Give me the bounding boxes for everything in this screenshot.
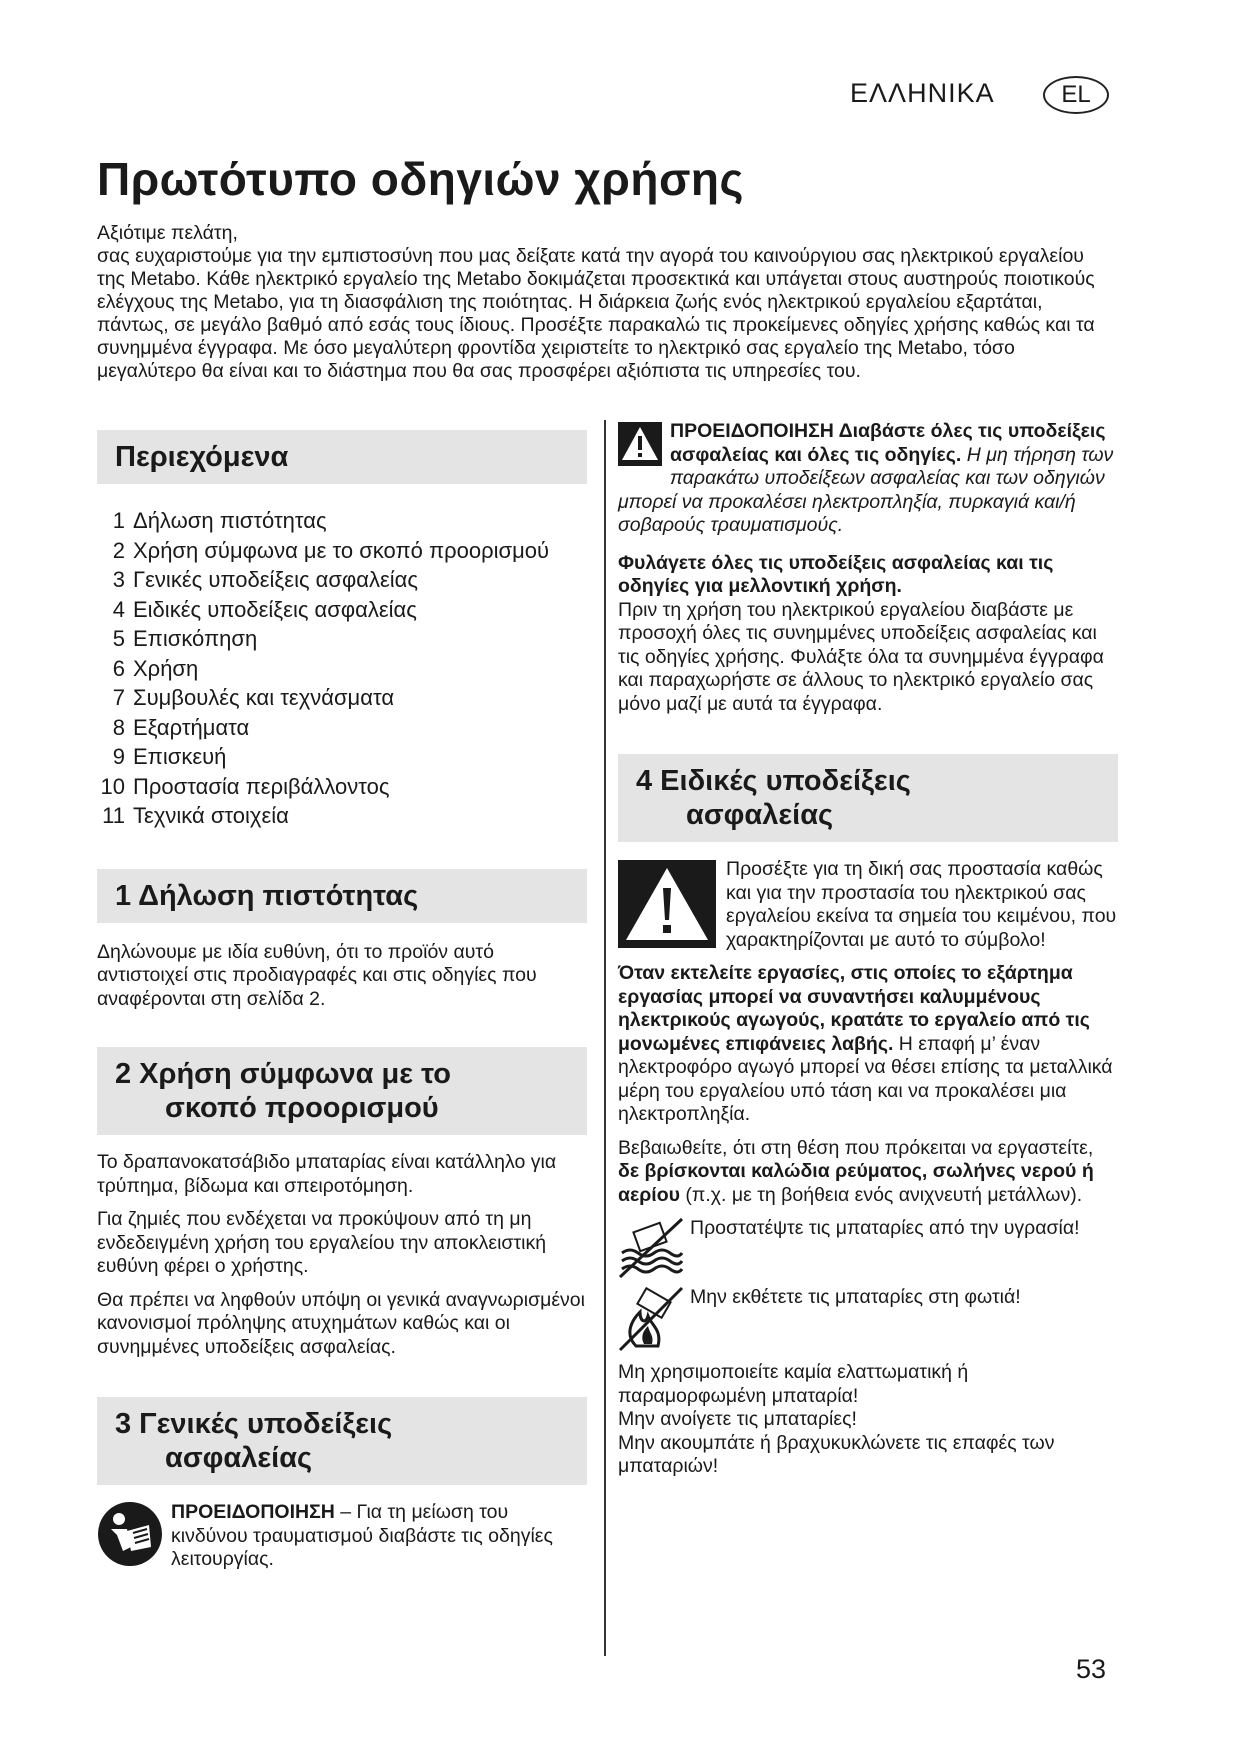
contents-item-label: Επισκόπηση [133, 626, 258, 651]
keep-instructions-bold: Φυλάγετε όλες τις υποδείξεις ασφαλείας και τις οδηγίες για μελλοντική χρήση. [618, 551, 1054, 597]
contents-item [97, 801, 587, 831]
general-warning-bold: ΠΡΟΕΙΔΟΠΟΙΗΣΗ Διαβάστε όλες τις υποδείξεις ασφαλείας και όλες τις οδηγίες. [670, 420, 1106, 466]
contents-item-label: Χρήση [133, 655, 199, 681]
grip-warning [618, 962, 1118, 1127]
contents-item-number: 5 [112, 626, 125, 651]
contents-item-number: 11 [102, 803, 125, 828]
contents-item [97, 624, 587, 654]
section4-heading-line1: 4 Ειδικές υποδείξεις [636, 765, 911, 797]
intro [97, 222, 1117, 383]
grip-warning-text: Η επαφή μ’ έναν ηλεκτροφόρο αγωγό μπορεί να θέσει επίσης τα μεταλλικά μέρη του εργαλείου υπό τάση και να προκαλέσει μια ηλεκτροπληξία. [618, 1032, 1113, 1125]
contents-item-number: 6 [112, 655, 125, 681]
check-location-a: Βεβαιωθείτε, ότι στη θέση που πρόκειται να εργαστείτε, [618, 1136, 1094, 1159]
fire-text: Μην εκθέτετε τις μπαταρίες στη φωτιά! [690, 1286, 1021, 1308]
section1-text: Δηλώνουμε με ιδία ευθύνη, ότι το προϊόν αυτό αντιστοιχεί στις προδιαγραφές και στις οδηγίες που αναφέρονται στη σελίδα 2. [97, 940, 537, 1010]
no-fire-icon [618, 1286, 684, 1357]
contents-item-number: 10 [100, 773, 125, 799]
short-circuit-text: Μην ακουμπάτε ή βραχυκυκλώνετε τις επαφές των μπαταριών! [618, 1431, 1055, 1477]
no-moisture-icon [618, 1217, 684, 1284]
contents-item-label: Χρήση σύμφωνα με το σκοπό προορισμού [133, 537, 550, 563]
open-battery-text: Μην ανοίγετε τις μπαταρίες! [618, 1408, 857, 1430]
contents-item-number: 1 [112, 508, 125, 533]
contents-item [97, 742, 587, 772]
language-label: ΕΛΛΗΝΙΚΑ [850, 78, 995, 108]
section3-heading-line1: 3 Γενικές υποδείξεις [115, 1408, 393, 1440]
section2-p2: Για ζημιές που ενδέχεται να προκύψουν από τη μη ενδεδειγμένη χρήση του εργαλείου την αποκλειστική ευθύνη φέρει ο χρήστης. [97, 1208, 547, 1277]
intro-greeting: Αξιότιμε πελάτη, [97, 222, 238, 244]
attention-text: Προσέξτε για τη δική σας προστασία καθώς και για την προστασία του ηλεκτρικού σας εργαλείου εκείνα τα σημεία του κειμένου, που χαρακτηρίζονται με αυτό το σύμβολο! [726, 858, 1117, 951]
contents-item-label: Προστασία περιβάλλοντος [133, 773, 390, 799]
contents-item-number: 4 [112, 596, 125, 622]
read-manual-icon [97, 1501, 163, 1572]
fire-row [618, 1286, 1118, 1357]
general-warning [618, 420, 1118, 538]
contents-item-number: 2 [112, 537, 125, 563]
check-location-b: (π.χ. με τη βοήθεια ενός ανιχνευτή μετάλλων). [680, 1183, 1083, 1206]
right-column [618, 420, 1118, 1479]
general-warning-italic: Η μη τήρηση των παρακάτω υποδείξεων ασφαλείας και των οδηγιών μπορεί να προκαλέσει ηλεκτροπληξία, πυρκαγιά και/ή σοβαρούς τραυματισμούς. [618, 443, 1114, 536]
section2-heading-line1: 2 Χρήση σύμφωνα με το [115, 1058, 451, 1090]
check-location-bold: δε βρίσκονται καλώδια ρεύματος, σωλήνες νερού ή αερίου [618, 1160, 1094, 1206]
contents-item-label: Επισκευή [133, 744, 227, 769]
contents-item [97, 565, 587, 595]
contents-item [97, 772, 587, 802]
section3-heading-line2: ασφαλείας [165, 1442, 313, 1474]
keep-instructions-text: Πριν τη χρήση του ηλεκτρικού εργαλείου διαβάστε με προσοχή όλες τις συνημμένες υποδείξεις ασφαλείας και τις οδηγίες χρήσης. Φυλάξτε όλα τα συνημμένα έγγραφα και παραχωρήστε σε άλλους το ηλεκτρικό εργαλείο σας μόνο μαζί με αυτά τα έγγραφα. [618, 598, 1104, 715]
contents-item [97, 654, 587, 684]
page-title: Πρωτότυπο οδηγιών χρήσης [97, 153, 744, 205]
section2-p3: Θα πρέπει να ληφθούν υπόψη οι γενικά αναγνωρισμένοι κανονισμοί πρόληψης ατυχημάτων καθώς και οι συνημμένες υποδείξεις ασφαλείας. [97, 1288, 585, 1358]
contents-item-number: 8 [112, 714, 125, 740]
contents-heading: Περιεχόμενα [97, 430, 587, 484]
contents-item-label: Γενικές υποδείξεις ασφαλείας [133, 567, 418, 592]
moisture-text: Προστατέψτε τις μπαταρίες από την υγρασία! [690, 1217, 1080, 1239]
section3-warning [97, 1501, 587, 1572]
language-badge: EL [1043, 76, 1109, 114]
intro-text: σας ευχαριστούμε για την εμπιστοσύνη που μας δείξατε κατά την αγορά του καινούργιου σας ηλεκτρικού εργαλείου της Metabo. Κάθε ηλεκτρικό εργαλείο της Metabo δοκιμάζεται προσεκτικά και υπάγεται στους αυστηρούς ποιοτικούς ελέγχους της Metabo, για τη διασφάλιση της ποιότητας. Η διάρκεια ζωής ενός ηλεκτρικού εργαλείου εξαρτάται, πάντως, σε μεγάλο βαθμό από εσάς τους ίδιους. Προσέξτε παρακαλώ τις προκείμενες οδηγίες χρήσης καθώς και τα συνημμένα έγγραφα. Με όσο μεγαλύτερη φροντίδα χειριστείτε το ηλεκτρικό σας εργαλείο της Metabo, τόσο μεγαλύτερο θα είναι και το διάστημα που θα σας προσφέρει αξιόπιστα τις υπηρεσίες του. [97, 245, 1095, 382]
left-column [97, 430, 587, 1572]
contents-item-number: 3 [112, 567, 125, 592]
contents-item-label: Ειδικές υποδείξεις ασφαλείας [133, 596, 417, 622]
grip-warning-bold: Όταν εκτελείτε εργασίες, στις οποίες το εξάρτημα εργασίας μπορεί να συναντήσει καλυμμένους ηλεκτρικούς αγωγούς, κρατάτε το εργαλείο από τις μονωμένες επιφάνειες λαβής. [618, 962, 1090, 1055]
section3-warning-label: ΠΡΟΕΙΔΟΠΟΙΗΣΗ [171, 1501, 335, 1523]
contents-item [97, 713, 587, 743]
section4-heading [618, 754, 1118, 842]
page-number: 53 [1076, 1654, 1107, 1684]
contents-item [97, 595, 587, 625]
contents-item [97, 536, 587, 566]
contents-item-number: 7 [112, 685, 125, 710]
section2-heading-line2: σκοπό προορισμού [165, 1092, 439, 1124]
contents-list [97, 506, 587, 831]
section1-heading: 1 Δήλωση πιστότητας [97, 869, 587, 923]
attention-symbol-icon [618, 860, 716, 953]
contents-item-label: Δήλωση πιστότητας [133, 508, 327, 533]
damaged-battery-text: Μη χρησιμοποιείτε καμία ελαττωματική ή παραμορφωμένη μπαταρία! [618, 1361, 969, 1407]
section3-heading [97, 1397, 587, 1485]
contents-item-label: Συμβουλές και τεχνάσματα [133, 685, 395, 710]
section2-heading [97, 1047, 587, 1135]
contents-item-number: 9 [112, 744, 125, 769]
contents-item [97, 506, 587, 536]
column-divider [604, 420, 606, 1656]
moisture-row [618, 1217, 1118, 1284]
attention-block [618, 858, 1118, 952]
section2-p1: Το δραπανοκατσάβιδο μπαταρίας είναι κατάλληλο για τρύπημα, βίδωμα και σπειροτόμηση. [97, 1151, 557, 1197]
section3-warning-text: – Για τη μείωση του κινδύνου τραυματισμού διαβάστε τις οδηγίες λειτουργίας. [171, 1501, 553, 1570]
warning-triangle-icon [618, 422, 662, 471]
contents-item [97, 683, 587, 713]
contents-item-label: Τεχνικά στοιχεία [133, 803, 289, 828]
contents-item-label: Εξαρτήματα [133, 714, 250, 740]
check-location [618, 1137, 1118, 1208]
section4-heading-line2: ασφαλείας [686, 799, 834, 831]
